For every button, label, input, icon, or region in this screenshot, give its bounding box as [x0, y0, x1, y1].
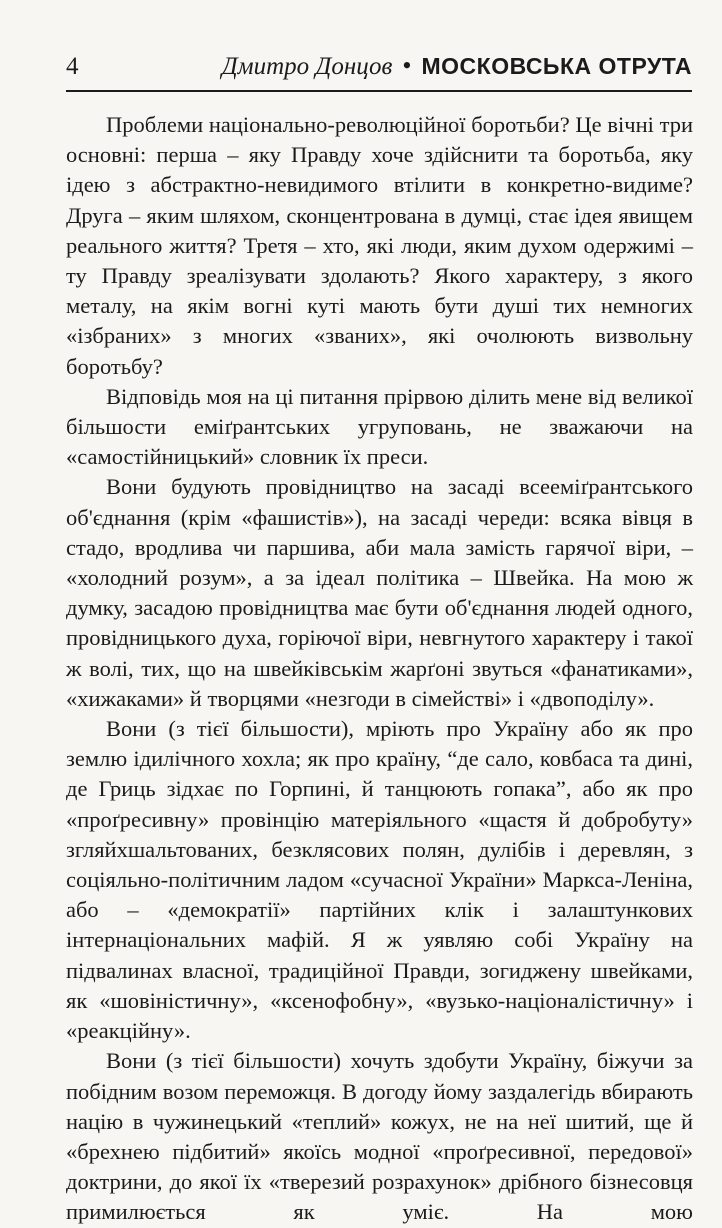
- paragraph: Відповідь моя на ці питання прірвою ділить мене від великої більшости еміґрантських угруповань, не зважаючи на «самостійницький» словник їх преси.: [66, 383, 693, 470]
- paragraph: Проблеми національно-революційної боротьби? Це вічні три основні: перша – яку Правду хоче здійснити та боротьба, яку ідею з абстрактно-невидимого втілити в конкретно-видиме? Друга – яким шляхом, сконцентрована в думці, стає ідея явищем реального життя? Третя – хто, які люди, яким духом одержимі – ту Правду зреалізувати здолають? Якого характеру, з якого металу, на якім вогні куті мають бути душі тих немногих «ізбраних» з многих «званих», які очолюють визвольну боротьбу?: [66, 112, 693, 379]
- paragraph: Вони будують провідництво на засаді всееміґрантського об'єднання (крім «фашистів»), на засаді череди: всяка вівця в стадо, вродлива чи паршива, аби мала замість гарячої віри, – «холодний розум», а за ідеал політика – Швейка. На мою ж думку, засадою провідництва має бути об'єднання людей одного, провідницького духа, горіючої віри, невгнутого характеру і такої ж волі, тих, що на швейківськім жарґоні звуться «фанатиками», «хижаками» й творцями «незгоди в сімействі» і «двоподілу».: [66, 474, 693, 711]
- paragraph: Вони (з тієї більшости), мріють про Україну або як про землю ідилічного хохла; як про країну, “де сало, ковбаса та дині, де Гриць зідхає по Горпині, й танцюють гопака”, або як про «проґресивну» провінцію матеріяльного «щастя й добробуту» згляйхшальтованих, безклясових полян, дулібів і деревлян, з соціяльно-політичним ладом «сучасної України» Маркса-Леніна, або – «демократії» партійних клік і залаштункових інтернаціональних мафій. Я ж уявляю собі Україну на підвалинах власної, традиційної Правди, зогиджену швейками, як «шовіністичну», «ксенофобну», «вузько-націоналістичну» і «реакційну».: [66, 716, 693, 1044]
- running-head: [222, 53, 692, 79]
- author-name: Дмитро Донцов: [221, 53, 393, 80]
- running-header: [66, 46, 692, 92]
- paragraph: Вони (з тієї більшости) хочуть здобути Україну, біжучи за побідним возом переможця. В догоду йому заздалегідь вбирають націю в чужинецький «теплий» кожух, не на неї шитий, ще й «брехнею підбитий» якоїсь модної «проґресивної, передової» доктрини, до якої їх «тверезий розрахунок» дрібного бізнесовця примилюється як уміє. На мою: [66, 1048, 693, 1225]
- body-text: [66, 110, 693, 1228]
- book-title: МОСКОВСЬКА ОТРУТА: [421, 53, 692, 79]
- page-number: 4: [66, 52, 79, 80]
- header-separator: •: [402, 51, 412, 80]
